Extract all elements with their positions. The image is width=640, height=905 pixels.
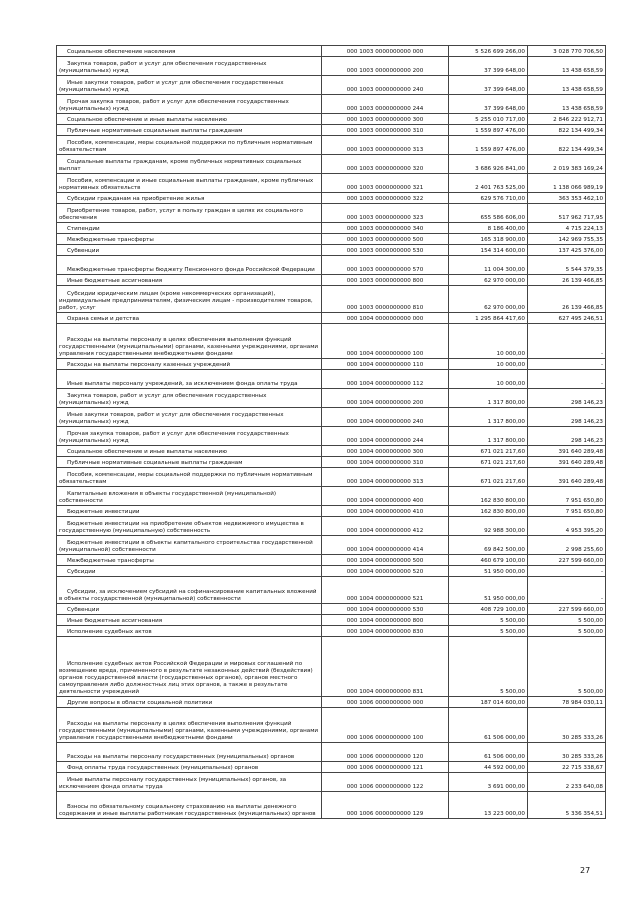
expense-name-text: Расходы на выплаты персоналу казенных учреждений	[67, 361, 231, 368]
classification-code-cell: 000 1004 0000000000 240	[322, 408, 449, 427]
expense-name-cell	[57, 697, 322, 708]
expense-name-cell	[57, 536, 322, 555]
expense-name-text: Публичные нормативные социальные выплаты гражданам	[67, 127, 243, 134]
approved-amount-cell: 37 399 648,00	[449, 57, 528, 76]
executed-amount-cell: -	[528, 324, 606, 359]
expense-name-cell	[57, 566, 322, 577]
approved-amount-cell: 671 021 217,60	[449, 468, 528, 487]
expense-name-text: Субсидии, за исключением субсидий на софинансирование капитальных вложений в объекты государственной (муниципальной) собственности	[59, 588, 317, 602]
executed-amount-cell: 5 500,00	[528, 615, 606, 626]
table-row	[57, 286, 606, 313]
classification-code-cell: 000 1006 0000000000 122	[322, 773, 449, 792]
expense-name-cell	[57, 275, 322, 286]
classification-code-cell: 000 1006 0000000000 120	[322, 743, 449, 762]
classification-code-cell: 000 1004 0000000000 521	[322, 577, 449, 604]
classification-code-cell: 000 1004 0000000000 530	[322, 604, 449, 615]
page-number: 27	[580, 866, 591, 875]
classification-code-cell: 000 1003 0000000000 340	[322, 223, 449, 234]
classification-code-cell: 000 1004 0000000000 410	[322, 506, 449, 517]
executed-amount-cell: 391 640 289,48	[528, 457, 606, 468]
executed-amount-cell: -	[528, 577, 606, 604]
executed-amount-cell: 13 438 658,59	[528, 95, 606, 114]
table-row	[57, 408, 606, 427]
classification-code-cell: 000 1006 0000000000 000	[322, 697, 449, 708]
approved-amount-cell: 5 500,00	[449, 637, 528, 697]
table-row	[57, 125, 606, 136]
expense-name-text: Социальное обеспечение и иные выплаты населению	[67, 448, 227, 455]
classification-code-cell: 000 1006 0000000000 121	[322, 762, 449, 773]
classification-code-cell: 000 1003 0000000000 200	[322, 57, 449, 76]
expense-name-text: Межбюджетные трансферты	[67, 236, 154, 243]
table-row	[57, 95, 606, 114]
executed-amount-cell: 391 640 289,48	[528, 446, 606, 457]
classification-code-cell: 000 1003 0000000000 500	[322, 234, 449, 245]
expense-name-text: Субсидии юридическим лицам (кроме некоммерческих организаций), индивидуальным предпринимателям, физическим лицам - производителям товаров, работ, услуг	[59, 290, 313, 311]
expense-name-text: Иные бюджетные ассигнования	[67, 617, 163, 624]
classification-code-cell: 000 1003 0000000000 244	[322, 95, 449, 114]
approved-amount-cell: 37 399 648,00	[449, 76, 528, 95]
approved-amount-cell: 2 401 763 525,00	[449, 174, 528, 193]
approved-amount-cell: 162 830 800,00	[449, 506, 528, 517]
table-row	[57, 708, 606, 743]
approved-amount-cell: 5 500,00	[449, 615, 528, 626]
expense-name-text: Иные закупки товаров, работ и услуг для обеспечения государственных (муниципальных) нужд	[59, 79, 284, 93]
approved-amount-cell: 1 317 800,00	[449, 427, 528, 446]
expense-name-cell	[57, 577, 322, 604]
classification-code-cell: 000 1004 0000000000 110	[322, 359, 449, 370]
expense-name-cell	[57, 506, 322, 517]
classification-code-cell: 000 1006 0000000000 100	[322, 708, 449, 743]
expense-name-text: Пособия, компенсации, меры социальной поддержки по публичным нормативным обязательствам	[59, 471, 313, 485]
executed-amount-cell: 26 139 466,85	[528, 286, 606, 313]
approved-amount-cell: 69 842 500,00	[449, 536, 528, 555]
expense-name-cell	[57, 125, 322, 136]
executed-amount-cell: 7 951 650,80	[528, 506, 606, 517]
expense-name-text: Исполнение судебных актов	[67, 628, 152, 635]
table-row	[57, 457, 606, 468]
table-row	[57, 313, 606, 324]
table-row	[57, 555, 606, 566]
executed-amount-cell: 2 019 383 169,24	[528, 155, 606, 174]
approved-amount-cell: 5 500,00	[449, 626, 528, 637]
classification-code-cell: 000 1004 0000000000 400	[322, 487, 449, 506]
expense-name-text: Другие вопросы в области социальной политики	[67, 699, 213, 706]
table-row	[57, 536, 606, 555]
expense-name-cell	[57, 234, 322, 245]
expense-name-text: Иные выплаты персоналу государственных (муниципальных) органов, за исключением фонда оплаты труда	[59, 776, 287, 790]
expense-name-cell	[57, 555, 322, 566]
table-row	[57, 792, 606, 819]
approved-amount-cell: 1 317 800,00	[449, 389, 528, 408]
classification-code-cell: 000 1003 0000000000 240	[322, 76, 449, 95]
executed-amount-cell: 5 336 354,51	[528, 792, 606, 819]
expense-name-cell	[57, 193, 322, 204]
table-row	[57, 566, 606, 577]
expense-name-cell	[57, 245, 322, 256]
table-row	[57, 762, 606, 773]
expense-name-cell	[57, 286, 322, 313]
expense-name-text: Субсидии гражданам на приобретение жилья	[67, 195, 205, 202]
table-row	[57, 389, 606, 408]
table-row	[57, 245, 606, 256]
expense-name-cell	[57, 370, 322, 389]
table-row	[57, 324, 606, 359]
expense-name-cell	[57, 626, 322, 637]
expense-name-cell	[57, 615, 322, 626]
table-row	[57, 57, 606, 76]
executed-amount-cell: 363 353 462,10	[528, 193, 606, 204]
expense-name-cell	[57, 487, 322, 506]
executed-amount-cell: 30 285 333,26	[528, 708, 606, 743]
classification-code-cell: 000 1003 0000000000 530	[322, 245, 449, 256]
approved-amount-cell: 61 506 000,00	[449, 743, 528, 762]
table-row	[57, 517, 606, 536]
classification-code-cell: 000 1004 0000000000 830	[322, 626, 449, 637]
executed-amount-cell: 627 495 246,51	[528, 313, 606, 324]
classification-code-cell: 000 1004 0000000000 244	[322, 427, 449, 446]
table-row	[57, 577, 606, 604]
executed-amount-cell: 298 146,23	[528, 408, 606, 427]
expense-name-cell	[57, 389, 322, 408]
classification-code-cell: 000 1003 0000000000 810	[322, 286, 449, 313]
classification-code-cell: 000 1004 0000000000 831	[322, 637, 449, 697]
executed-amount-cell: 22 715 338,67	[528, 762, 606, 773]
expense-name-cell	[57, 468, 322, 487]
classification-code-cell: 000 1003 0000000000 321	[322, 174, 449, 193]
table-row	[57, 506, 606, 517]
executed-amount-cell: 2 998 255,60	[528, 536, 606, 555]
expense-name-cell	[57, 76, 322, 95]
expense-name-text: Межбюджетные трансферты	[67, 557, 154, 564]
classification-code-cell: 000 1004 0000000000 414	[322, 536, 449, 555]
classification-code-cell: 000 1004 0000000000 313	[322, 468, 449, 487]
expense-name-cell	[57, 57, 322, 76]
executed-amount-cell: 30 285 333,26	[528, 743, 606, 762]
expense-name-cell	[57, 708, 322, 743]
table-row	[57, 487, 606, 506]
executed-amount-cell: 13 438 658,59	[528, 57, 606, 76]
approved-amount-cell: 51 950 000,00	[449, 577, 528, 604]
classification-code-cell: 000 1003 0000000000 000	[322, 46, 449, 57]
classification-code-cell: 000 1003 0000000000 800	[322, 275, 449, 286]
table-row	[57, 223, 606, 234]
expense-name-text: Социальное обеспечение населения	[67, 48, 176, 55]
expense-name-text: Иные бюджетные ассигнования	[67, 277, 163, 284]
approved-amount-cell: 162 830 800,00	[449, 487, 528, 506]
table-row	[57, 468, 606, 487]
expense-name-text: Приобретение товаров, работ, услуг в пользу граждан в целях их социального обеспечения	[59, 207, 303, 221]
expense-name-text: Охрана семьи и детства	[67, 315, 140, 322]
expense-name-cell	[57, 743, 322, 762]
classification-code-cell: 000 1003 0000000000 310	[322, 125, 449, 136]
executed-amount-cell: 4 953 395,20	[528, 517, 606, 536]
executed-amount-cell: 5 500,00	[528, 637, 606, 697]
executed-amount-cell: 822 134 499,34	[528, 125, 606, 136]
classification-code-cell: 000 1004 0000000000 000	[322, 313, 449, 324]
table-row	[57, 626, 606, 637]
table-row	[57, 114, 606, 125]
executed-amount-cell: 298 146,23	[528, 389, 606, 408]
executed-amount-cell: 227 599 660,00	[528, 555, 606, 566]
expense-name-text: Стипендии	[67, 225, 100, 232]
executed-amount-cell: 142 969 755,35	[528, 234, 606, 245]
budget-execution-table	[56, 45, 606, 819]
expense-name-text: Субсидии	[67, 568, 96, 575]
approved-amount-cell: 187 014 600,00	[449, 697, 528, 708]
executed-amount-cell: 391 640 289,48	[528, 468, 606, 487]
approved-amount-cell: 62 970 000,00	[449, 275, 528, 286]
classification-code-cell: 000 1003 0000000000 300	[322, 114, 449, 125]
executed-amount-cell: 5 500,00	[528, 626, 606, 637]
approved-amount-cell: 10 000,00	[449, 359, 528, 370]
table-row	[57, 743, 606, 762]
executed-amount-cell: 3 028 770 706,50	[528, 46, 606, 57]
expense-name-text: Закупка товаров, работ и услуг для обеспечения государственных (муниципальных) нужд	[59, 392, 267, 406]
approved-amount-cell: 1 317 800,00	[449, 408, 528, 427]
expense-name-cell	[57, 46, 322, 57]
table-row	[57, 275, 606, 286]
classification-code-cell: 000 1004 0000000000 112	[322, 370, 449, 389]
expense-name-cell	[57, 457, 322, 468]
classification-code-cell: 000 1003 0000000000 313	[322, 136, 449, 155]
classification-code-cell: 000 1003 0000000000 323	[322, 204, 449, 223]
table-row	[57, 256, 606, 275]
expense-name-text: Межбюджетные трансферты бюджету Пенсионного фонда Российской Федерации	[67, 266, 315, 273]
approved-amount-cell: 671 021 217,60	[449, 457, 528, 468]
expense-name-text: Пособия, компенсации и иные социальные выплаты гражданам, кроме публичных нормативных обязательств	[59, 177, 314, 191]
expense-name-cell	[57, 223, 322, 234]
expense-name-text: Бюджетные инвестиции	[67, 508, 140, 515]
expense-name-text: Расходы на выплаты персоналу в целях обеспечения выполнения функций государственными (муниципальными) органами, казенными учреждениями, органами управления государственными внебюджетными фондами	[59, 720, 319, 741]
approved-amount-cell: 10 000,00	[449, 370, 528, 389]
table-row	[57, 359, 606, 370]
expense-name-text: Субвенции	[67, 247, 100, 254]
executed-amount-cell: 1 138 066 989,19	[528, 174, 606, 193]
approved-amount-cell: 1 295 864 417,60	[449, 313, 528, 324]
expense-name-text: Исполнение судебных актов Российской Федерации и мировых соглашений по возмещению вреда, причиненного в результате незаконных действий (бездействия) органов государственной власти (государственных органов), органов местного самоуправления либо должностных лиц этих органов, а также в результате деятельности учреждений	[59, 660, 313, 695]
approved-amount-cell: 3 686 926 841,00	[449, 155, 528, 174]
approved-amount-cell: 154 314 600,00	[449, 245, 528, 256]
approved-amount-cell: 629 576 710,00	[449, 193, 528, 204]
expense-name-cell	[57, 95, 322, 114]
table-row	[57, 446, 606, 457]
expense-name-cell	[57, 155, 322, 174]
classification-code-cell: 000 1006 0000000000 129	[322, 792, 449, 819]
table-row	[57, 604, 606, 615]
executed-amount-cell: 227 599 660,00	[528, 604, 606, 615]
expense-name-cell	[57, 114, 322, 125]
table-row	[57, 193, 606, 204]
expense-name-text: Субвенции	[67, 606, 100, 613]
table-row	[57, 427, 606, 446]
expense-name-cell	[57, 446, 322, 457]
expense-name-cell	[57, 517, 322, 536]
expense-name-text: Прочая закупка товаров, работ и услуг для обеспечения государственных (муниципальных) нужд	[59, 98, 289, 112]
classification-code-cell: 000 1003 0000000000 322	[322, 193, 449, 204]
expense-name-text: Взносы по обязательному социальному страхованию на выплаты денежного содержания и иные выплаты работникам государственных (муниципальных) органов	[59, 803, 316, 817]
executed-amount-cell: 2 233 640,08	[528, 773, 606, 792]
approved-amount-cell: 61 506 000,00	[449, 708, 528, 743]
approved-amount-cell: 671 021 217,60	[449, 446, 528, 457]
expense-name-cell	[57, 773, 322, 792]
classification-code-cell: 000 1004 0000000000 500	[322, 555, 449, 566]
expense-name-text: Прочая закупка товаров, работ и услуг для обеспечения государственных (муниципальных) нужд	[59, 430, 289, 444]
expense-name-cell	[57, 427, 322, 446]
approved-amount-cell: 1 559 897 476,00	[449, 125, 528, 136]
expense-name-cell	[57, 762, 322, 773]
executed-amount-cell: 822 134 499,34	[528, 136, 606, 155]
executed-amount-cell: 26 139 466,85	[528, 275, 606, 286]
approved-amount-cell: 11 004 300,00	[449, 256, 528, 275]
executed-amount-cell: 2 846 222 912,71	[528, 114, 606, 125]
executed-amount-cell: 5 544 379,35	[528, 256, 606, 275]
expense-name-text: Расходы на выплаты персоналу в целях обеспечения выполнения функций государственными (муниципальными) органами, казенными учреждениями, органами управления государственными внебюджетными фондами	[59, 336, 319, 357]
expense-name-text: Социальное обеспечение и иные выплаты населению	[67, 116, 227, 123]
table-row	[57, 697, 606, 708]
table-row	[57, 773, 606, 792]
table-row	[57, 204, 606, 223]
approved-amount-cell: 1 559 897 476,00	[449, 136, 528, 155]
expense-name-text: Публичные нормативные социальные выплаты гражданам	[67, 459, 243, 466]
table-row	[57, 155, 606, 174]
approved-amount-cell: 37 399 648,00	[449, 95, 528, 114]
table-row	[57, 136, 606, 155]
executed-amount-cell: 298 146,23	[528, 427, 606, 446]
executed-amount-cell: -	[528, 359, 606, 370]
approved-amount-cell: 165 318 900,00	[449, 234, 528, 245]
expense-name-cell	[57, 637, 322, 697]
table-row	[57, 46, 606, 57]
expense-name-cell	[57, 313, 322, 324]
expense-name-text: Расходы на выплаты персоналу государственных (муниципальных) органов	[67, 753, 295, 760]
expense-name-text: Бюджетные инвестиции в объекты капитального строительства государственной (муниципальной) собственности	[59, 539, 313, 553]
executed-amount-cell: 13 438 658,59	[528, 76, 606, 95]
classification-code-cell: 000 1004 0000000000 412	[322, 517, 449, 536]
approved-amount-cell: 8 186 400,00	[449, 223, 528, 234]
expense-name-cell	[57, 792, 322, 819]
classification-code-cell: 000 1004 0000000000 200	[322, 389, 449, 408]
expense-name-cell	[57, 324, 322, 359]
expense-name-text: Фонд оплаты труда государственных (муниципальных) органов	[67, 764, 259, 771]
approved-amount-cell: 51 950 000,00	[449, 566, 528, 577]
approved-amount-cell: 408 729 100,00	[449, 604, 528, 615]
executed-amount-cell: -	[528, 566, 606, 577]
expense-name-text: Иные выплаты персоналу учреждений, за исключением фонда оплаты труда	[67, 380, 298, 387]
classification-code-cell: 000 1003 0000000000 570	[322, 256, 449, 275]
expense-name-cell	[57, 204, 322, 223]
executed-amount-cell: 78 984 030,11	[528, 697, 606, 708]
table-row	[57, 615, 606, 626]
expense-name-text: Капитальные вложения в объекты государственной (муниципальной) собственности	[59, 490, 277, 504]
executed-amount-cell: -	[528, 370, 606, 389]
executed-amount-cell: 4 715 224,13	[528, 223, 606, 234]
approved-amount-cell: 3 691 000,00	[449, 773, 528, 792]
expense-name-cell	[57, 604, 322, 615]
classification-code-cell: 000 1004 0000000000 310	[322, 457, 449, 468]
table-row	[57, 637, 606, 697]
table-body	[57, 46, 606, 819]
classification-code-cell: 000 1004 0000000000 520	[322, 566, 449, 577]
approved-amount-cell: 5 526 699 266,00	[449, 46, 528, 57]
expense-name-text: Закупка товаров, работ и услуг для обеспечения государственных (муниципальных) нужд	[59, 60, 267, 74]
approved-amount-cell: 44 592 000,00	[449, 762, 528, 773]
classification-code-cell: 000 1004 0000000000 800	[322, 615, 449, 626]
approved-amount-cell: 92 988 300,00	[449, 517, 528, 536]
table-row	[57, 76, 606, 95]
expense-name-text: Бюджетные инвестиции на приобретение объектов недвижимого имущества в государственную (муниципальную) собственность	[59, 520, 304, 534]
expense-name-text: Пособия, компенсации, меры социальной поддержки по публичным нормативным обязательствам	[59, 139, 313, 153]
executed-amount-cell: 7 951 650,80	[528, 487, 606, 506]
expense-name-text: Социальные выплаты гражданам, кроме публичных нормативных социальных выплат	[59, 158, 302, 172]
expense-name-cell	[57, 359, 322, 370]
executed-amount-cell: 517 962 717,95	[528, 204, 606, 223]
approved-amount-cell: 13 223 000,00	[449, 792, 528, 819]
approved-amount-cell: 655 586 606,00	[449, 204, 528, 223]
classification-code-cell: 000 1003 0000000000 320	[322, 155, 449, 174]
expense-name-cell	[57, 408, 322, 427]
expense-name-cell	[57, 256, 322, 275]
approved-amount-cell: 10 000,00	[449, 324, 528, 359]
classification-code-cell: 000 1004 0000000000 300	[322, 446, 449, 457]
expense-name-text: Иные закупки товаров, работ и услуг для обеспечения государственных (муниципальных) нужд	[59, 411, 284, 425]
table-row	[57, 174, 606, 193]
table-row	[57, 234, 606, 245]
expense-name-cell	[57, 136, 322, 155]
executed-amount-cell: 137 425 376,00	[528, 245, 606, 256]
approved-amount-cell: 62 970 000,00	[449, 286, 528, 313]
approved-amount-cell: 460 679 100,00	[449, 555, 528, 566]
table-row	[57, 370, 606, 389]
approved-amount-cell: 5 255 010 717,00	[449, 114, 528, 125]
expense-name-cell	[57, 174, 322, 193]
classification-code-cell: 000 1004 0000000000 100	[322, 324, 449, 359]
